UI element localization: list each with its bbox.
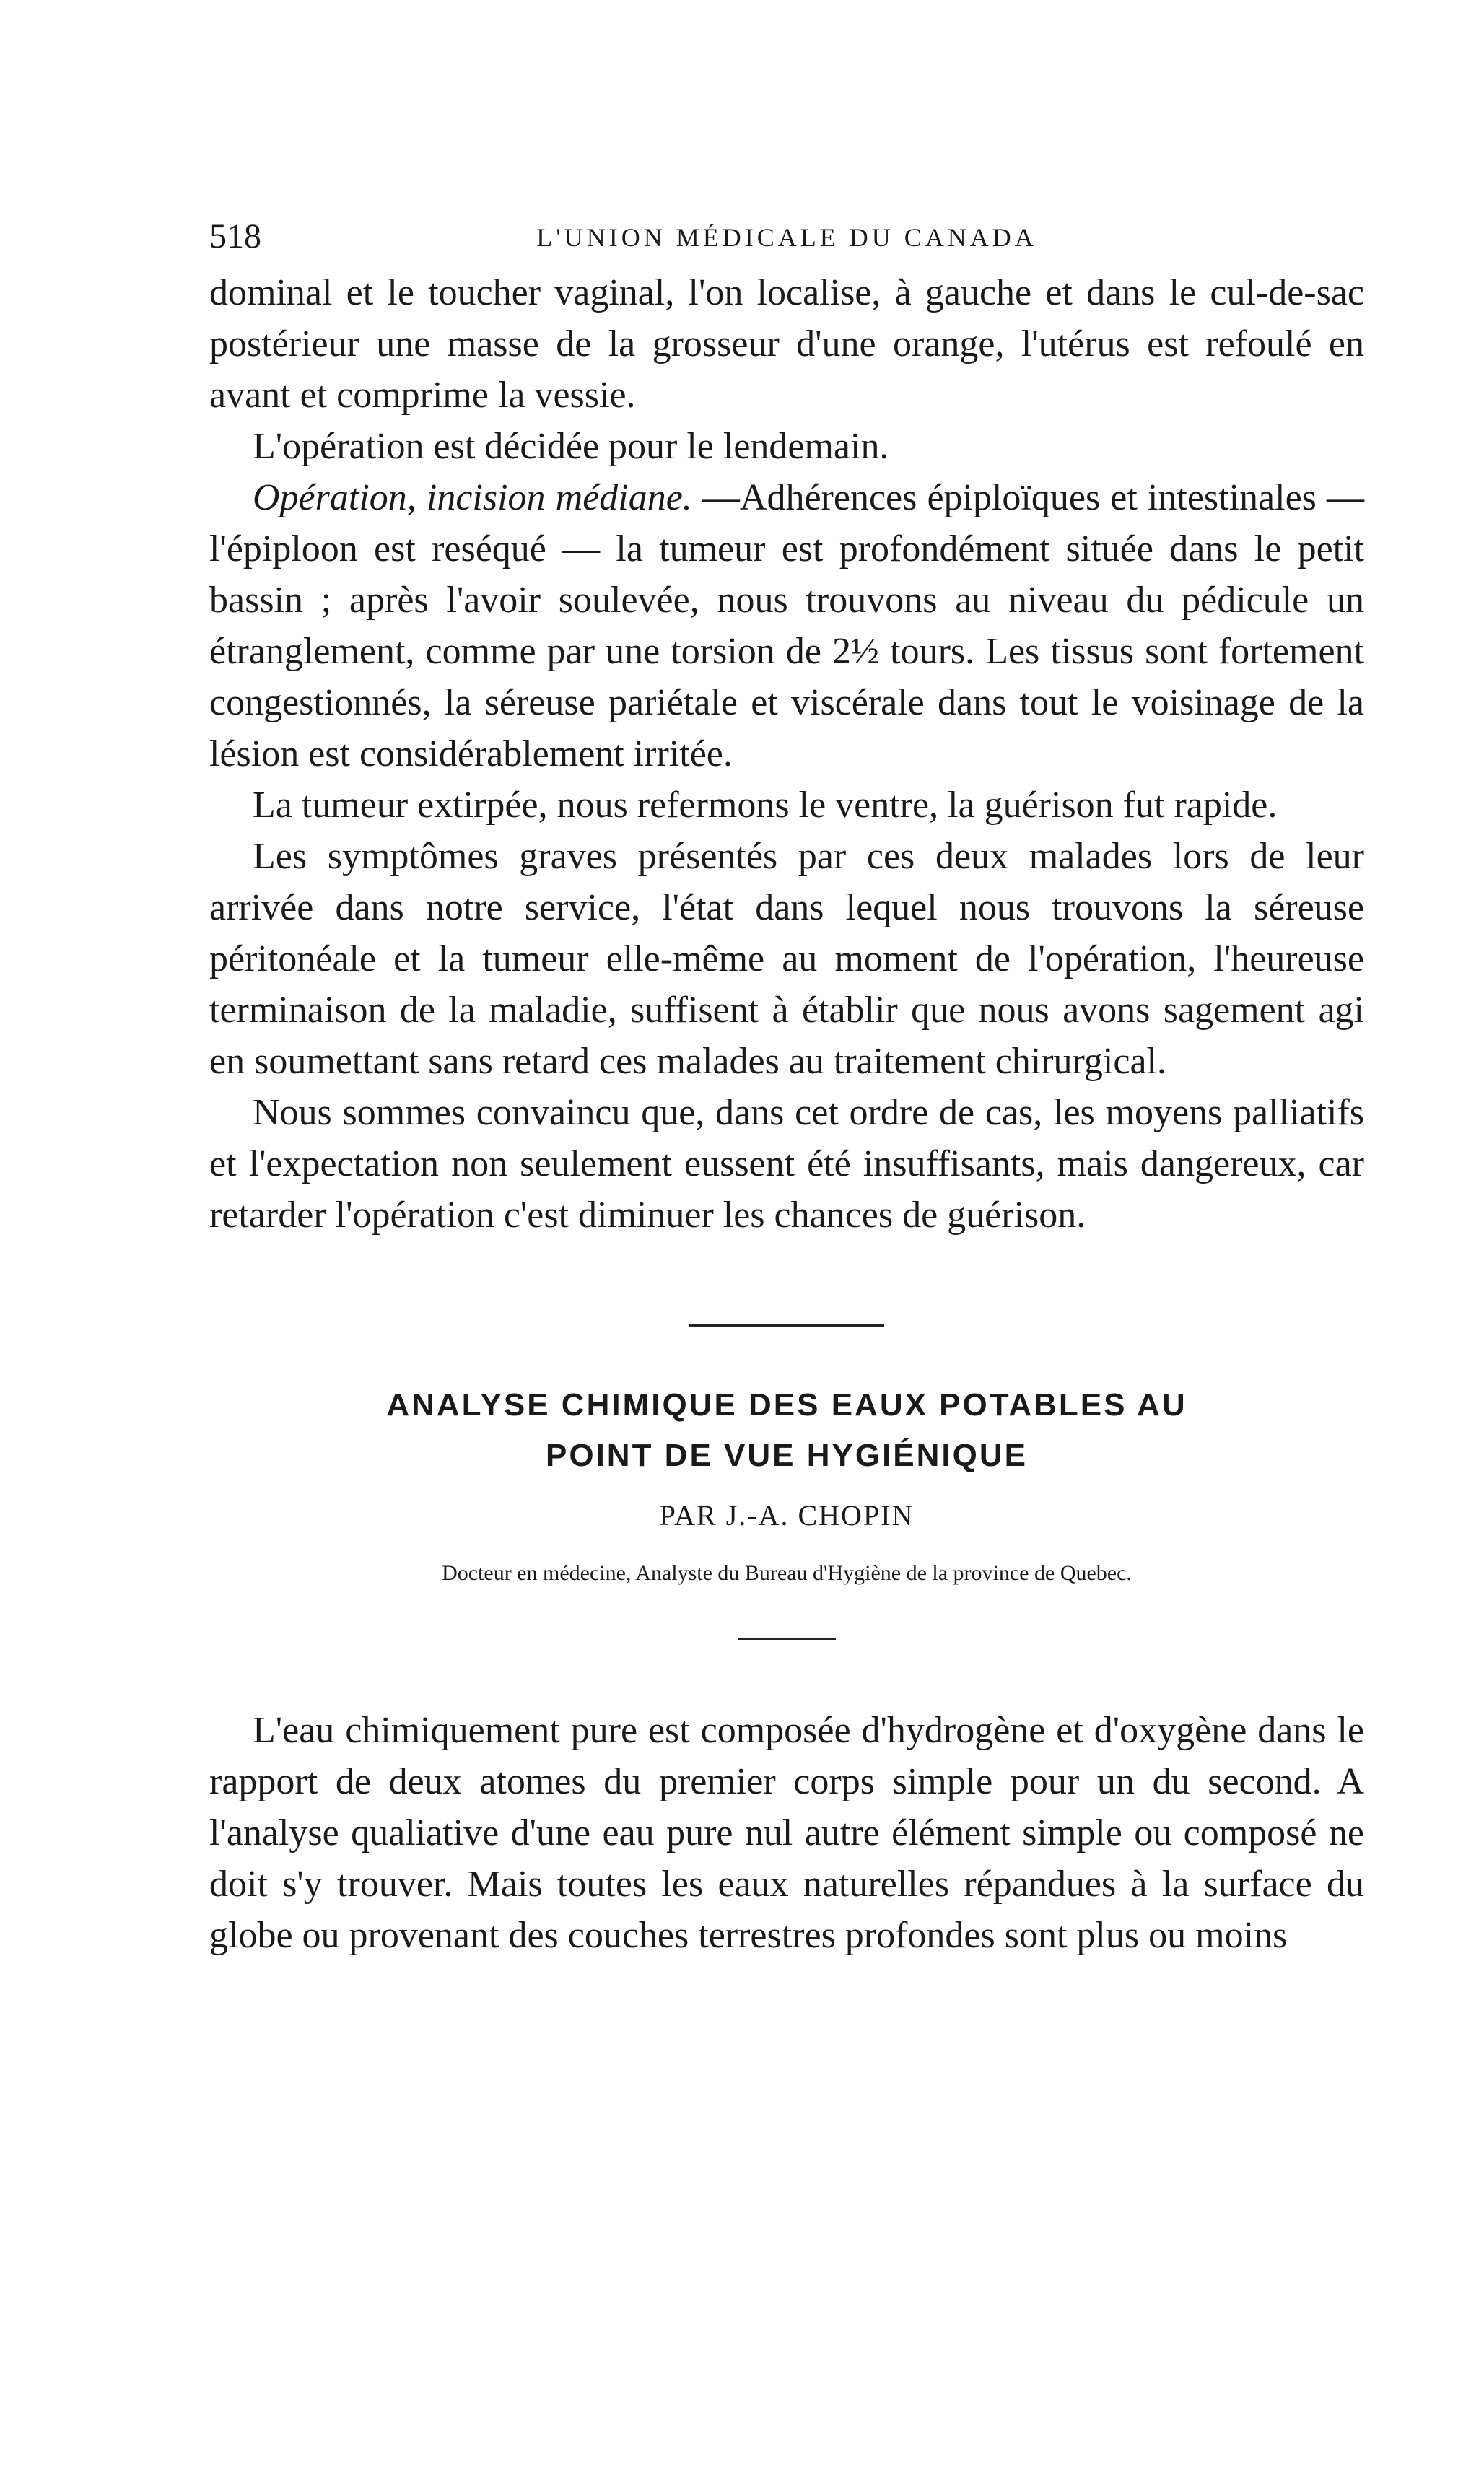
paragraph: L'opération est décidée pour le lendemain.	[253, 426, 889, 467]
paragraph: Nous sommes convaincu que, dans cet ordre de cas, les moyens palliatifs et l'expectation non seulement eussent été insuffisants, mais dangereux, car retarder l'opération c'est diminuer les chances de guérison.	[209, 1092, 1364, 1236]
section-divider	[689, 1324, 884, 1327]
paragraph: L'eau chimiquement pure est composée d'hydrogène et d'oxygène dans le rapport de deux atomes du premier corps simple pour un du second. A l'analyse qualiative d'une eau pure nul autre élément simple ou composé ne doit s'y trouver. Mais toutes les eaux naturelles répandues à la surface du globe ou provenant des couches terrestres profondes sont plus ou moins	[209, 1710, 1364, 1956]
article-body	[209, 1705, 1364, 1961]
previous-article-body	[209, 267, 1364, 1241]
running-head	[209, 217, 1364, 267]
author-credentials: Docteur en médecine, Analyste du Bureau d'Hygiène de la province de Quebec.	[442, 1561, 1132, 1585]
article-title	[209, 1380, 1364, 1481]
paragraph: La tumeur extirpée, nous refermons le ventre, la guérison fut rapide.	[253, 785, 1278, 826]
journal-title: L'UNION MÉDICALE DU CANADA	[536, 223, 1037, 252]
paragraph: dominal et le toucher vaginal, l'on localise, à gauche et dans le cul-de-sac postérieur une masse de la grosseur d'une orange, l'utérus est refoulé en avant et comprime la vessie.	[209, 272, 1364, 416]
title-divider	[738, 1638, 836, 1640]
italic-lead: Opération, incision médiane.	[253, 477, 692, 518]
paragraph: Les symptômes graves présentés par ces deux malades lors de leur arrivée dans notre service, l'état dans lequel nous trouvons la séreuse péritonéale et la tumeur elle-même au moment de l'opération, l'heureuse terminaison de la maladie, suffisent à établir que nous avons sagement agi en soumettant sans retard ces malades au traitement chirurgical.	[209, 836, 1364, 1082]
page	[209, 217, 1364, 1961]
byline: PAR J.-A. CHOPIN	[659, 1499, 915, 1532]
article-title-line: POINT DE VUE HYGIÉNIQUE	[546, 1438, 1028, 1473]
article-title-line: ANALYSE CHIMIQUE DES EAUX POTABLES AU	[386, 1387, 1187, 1423]
paragraph	[209, 472, 1364, 779]
paragraph-text: —Adhérences épiploïques et intestinales — l'épiploon est reséqué — la tumeur est profondément située dans le petit bassin ; après l'avoir soulevée, nous trouvons au niveau du pédicule un étranglement, comme par une torsion de 2½ tours. Les tissus sont fortement congestionnés, la séreuse pariétale et viscérale dans tout le voisinage de la lésion est considérablement irritée.	[209, 477, 1364, 774]
page-number: 518	[209, 217, 261, 256]
